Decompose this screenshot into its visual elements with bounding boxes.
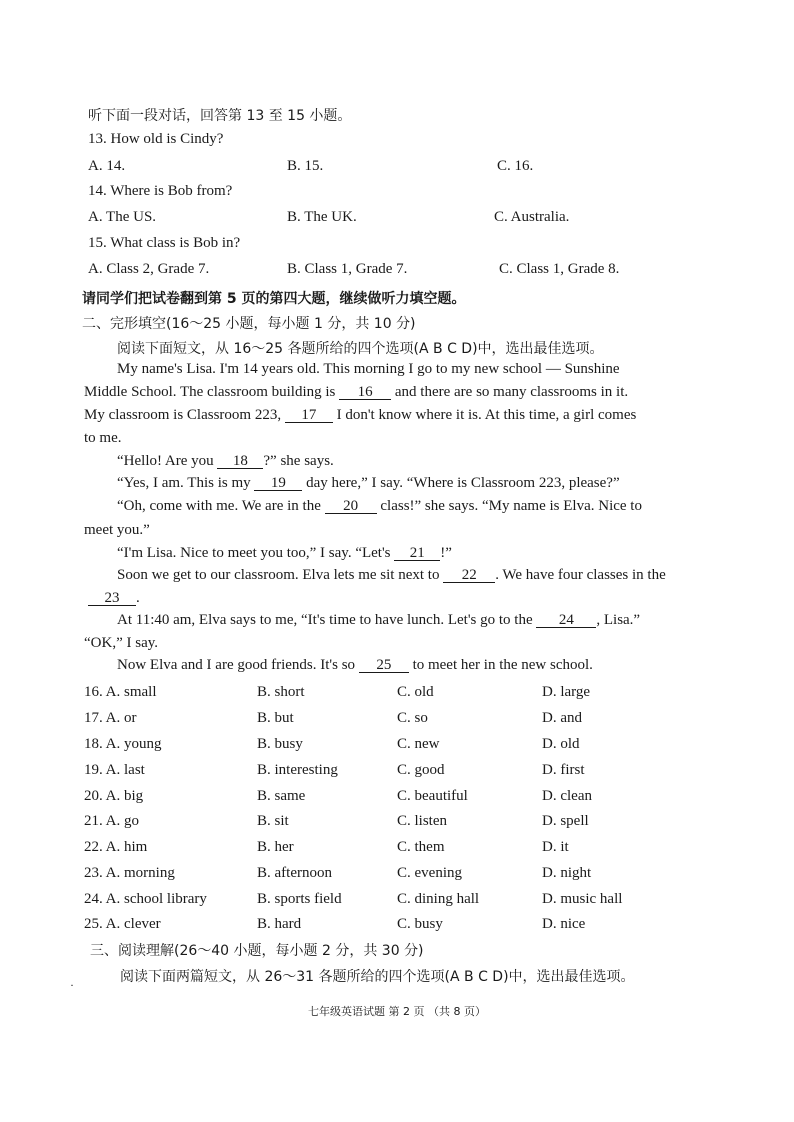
passage-line: “OK,” I say. xyxy=(84,635,158,651)
option-20b: B. same xyxy=(257,788,306,804)
blank-18: 18 xyxy=(217,454,263,469)
option-17d: D. and xyxy=(542,710,582,726)
passage-text: !” xyxy=(440,545,452,561)
option-18a: 18. A. young xyxy=(84,736,162,752)
option-14b: B. The UK. xyxy=(287,209,357,225)
blank-16: 16 xyxy=(339,385,391,400)
passage-text: ?” she says. xyxy=(263,453,334,469)
stray-mark: · xyxy=(70,978,74,992)
question-13: 13. How old is Cindy? xyxy=(88,131,224,147)
cloze-instruction: 阅读下面短文，从 16～25 各题所给的四个选项(A B C D)中，选出最佳选项。 xyxy=(117,341,604,357)
option-17c: C. so xyxy=(397,710,428,726)
listening-instruction: 听下面一段对话，回答第 13 至 15 小题。 xyxy=(88,108,352,124)
option-14c: C. Australia. xyxy=(494,209,570,225)
option-18d: D. old xyxy=(542,736,580,752)
option-15b: B. Class 1, Grade 7. xyxy=(287,261,408,277)
option-22c: C. them xyxy=(397,839,445,855)
passage-line xyxy=(117,475,620,492)
option-16a: 16. A. small xyxy=(84,684,157,700)
option-25b: B. hard xyxy=(257,916,302,932)
option-22a: 22. A. him xyxy=(84,839,148,855)
passage-line: to me. xyxy=(84,430,122,446)
passage-line: My name's Lisa. I'm 14 years old. This morning I go to my new school — Sunshine xyxy=(117,361,620,377)
question-15: 15. What class is Bob in? xyxy=(88,235,241,251)
passage-line xyxy=(117,545,452,562)
option-17a: 17. A. or xyxy=(84,710,137,726)
passage-text: At 11:40 am, Elva says to me, “It's time to have lunch. Let's go to the xyxy=(117,612,533,628)
option-13c: C. 16. xyxy=(497,158,534,174)
option-15a: A. Class 2, Grade 7. xyxy=(88,261,210,277)
blank-20: 20 xyxy=(325,499,377,514)
option-20a: 20. A. big xyxy=(84,788,144,804)
option-21b: B. sit xyxy=(257,813,289,829)
passage-line: meet you.” xyxy=(84,522,150,538)
blank-23: 23 xyxy=(88,591,136,606)
passage-line xyxy=(117,612,640,629)
passage-text: , Lisa.” xyxy=(596,612,641,628)
option-19d: D. first xyxy=(542,762,585,778)
passage-text: Middle School. The classroom building is xyxy=(84,384,336,400)
passage-text: Now Elva and I are good friends. It's so xyxy=(117,657,356,673)
option-18b: B. busy xyxy=(257,736,303,752)
blank-19: 19 xyxy=(254,476,302,491)
passage-line xyxy=(84,407,636,424)
cloze-heading: 二、完形填空(16～25 小题，每小题 1 分，共 10 分) xyxy=(82,316,416,332)
option-16b: B. short xyxy=(257,684,305,700)
option-23b: B. afternoon xyxy=(257,865,332,881)
option-25a: 25. A. clever xyxy=(84,916,161,932)
question-14: 14. Where is Bob from? xyxy=(88,183,233,199)
passage-line xyxy=(117,657,593,674)
option-19c: C. good xyxy=(397,762,445,778)
option-19b: B. interesting xyxy=(257,762,338,778)
option-22d: D. it xyxy=(542,839,569,855)
blank-25: 25 xyxy=(359,658,409,673)
passage-text: I don't know where it is. At this time, a girl comes xyxy=(336,407,637,423)
passage-text: My classroom is Classroom 223, xyxy=(84,407,282,423)
option-21d: D. spell xyxy=(542,813,589,829)
passage-text: “Hello! Are you xyxy=(117,453,214,469)
passage-text: “Oh, come with me. We are in the xyxy=(117,498,321,514)
passage-text: Soon we get to our classroom. Elva lets me sit next to xyxy=(117,567,440,583)
passage-text: “Yes, I am. This is my xyxy=(117,475,251,491)
option-22b: B. her xyxy=(257,839,294,855)
passage-line xyxy=(117,453,334,470)
passage-line xyxy=(117,498,642,515)
option-23d: D. night xyxy=(542,865,592,881)
option-23a: 23. A. morning xyxy=(84,865,175,881)
option-13b: B. 15. xyxy=(287,158,324,174)
reading-instruction: 阅读下面两篇短文，从 26～31 各题所给的四个选项(A B C D)中，选出最佳选项。 xyxy=(120,969,635,985)
turn-page-note: 请同学们把试卷翻到第 5 页的第四大题，继续做听力填空题。 xyxy=(82,291,466,307)
option-21a: 21. A. go xyxy=(84,813,140,829)
option-20c: C. beautiful xyxy=(397,788,468,804)
passage-text: “I'm Lisa. Nice to meet you too,” I say. “Let's xyxy=(117,545,391,561)
option-14a: A. The US. xyxy=(88,209,157,225)
option-24c: C. dining hall xyxy=(397,891,480,907)
option-21c: C. listen xyxy=(397,813,448,829)
option-24d: D. music hall xyxy=(542,891,623,907)
passage-text: . We have four classes in the xyxy=(495,567,666,583)
page-footer: 七年级英语试题 第 2 页 （共 8 页） xyxy=(308,1005,486,1018)
passage-line xyxy=(117,567,666,584)
option-18c: C. new xyxy=(397,736,440,752)
passage-text: class!” she says. “My name is Elva. Nice to xyxy=(380,498,642,514)
passage-text: day here,” I say. “Where is Classroom 223, please?” xyxy=(306,475,620,491)
passage-text: . xyxy=(136,590,140,606)
option-23c: C. evening xyxy=(397,865,462,881)
passage-line xyxy=(84,384,628,401)
passage-line xyxy=(88,590,140,607)
reading-heading: 三、阅读理解(26～40 小题，每小题 2 分，共 30 分) xyxy=(90,943,424,959)
blank-21: 21 xyxy=(394,546,440,561)
passage-text: to meet her in the new school. xyxy=(412,657,593,673)
option-15c: C. Class 1, Grade 8. xyxy=(499,261,620,277)
blank-17: 17 xyxy=(285,408,333,423)
option-24b: B. sports field xyxy=(257,891,342,907)
option-25c: C. busy xyxy=(397,916,443,932)
option-16c: C. old xyxy=(397,684,434,700)
option-25d: D. nice xyxy=(542,916,586,932)
option-20d: D. clean xyxy=(542,788,592,804)
option-19a: 19. A. last xyxy=(84,762,145,778)
blank-22: 22 xyxy=(443,568,495,583)
blank-24: 24 xyxy=(536,613,596,628)
option-17b: B. but xyxy=(257,710,294,726)
option-24a: 24. A. school library xyxy=(84,891,207,907)
passage-text: and there are so many classrooms in it. xyxy=(394,384,629,400)
option-13a: A. 14. xyxy=(88,158,126,174)
option-16d: D. large xyxy=(542,684,591,700)
